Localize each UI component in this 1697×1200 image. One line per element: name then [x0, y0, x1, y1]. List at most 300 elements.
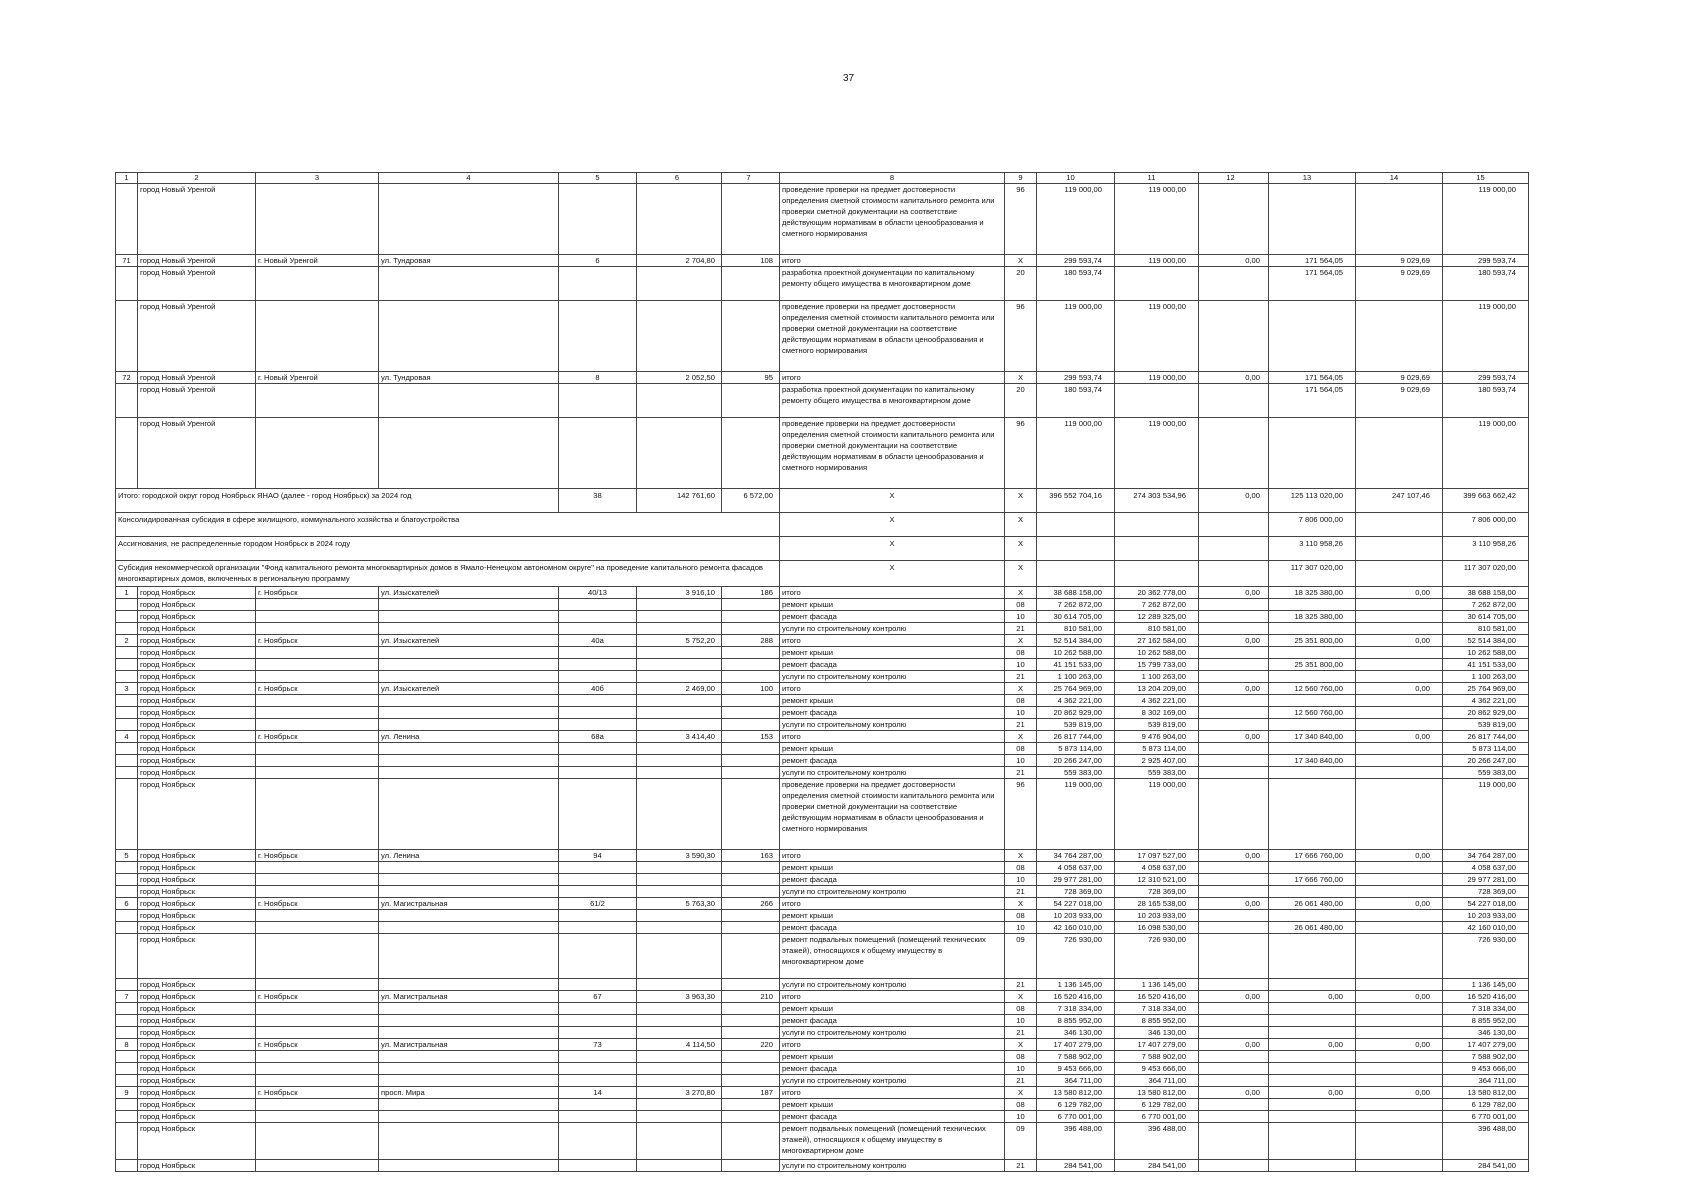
table-cell: 187: [722, 1087, 780, 1099]
table-cell: [1356, 910, 1443, 922]
table-cell: 726 930,00: [1443, 934, 1529, 979]
table-cell: город Ноябрьск: [138, 1063, 256, 1075]
table-cell: 9 029,69: [1356, 255, 1443, 267]
table-cell: [722, 623, 780, 635]
table-cell: 0,00: [1199, 850, 1269, 862]
table-row: [116, 635, 1529, 647]
table-cell: город Новый Уренгой: [138, 418, 256, 489]
table-cell: 26 817 744,00: [1037, 731, 1115, 743]
table-cell: [1269, 979, 1356, 991]
table-row: [116, 1087, 1529, 1099]
column-number: 9: [1005, 173, 1037, 184]
table-cell: 346 130,00: [1115, 1027, 1199, 1039]
table-cell: 7 262 872,00: [1443, 599, 1529, 611]
table-cell: [722, 1003, 780, 1015]
table-cell: [1356, 707, 1443, 719]
table-cell: [559, 719, 637, 731]
table-cell: [559, 671, 637, 683]
table-cell: [1269, 1015, 1356, 1027]
table-cell: г. Ноябрьск: [256, 898, 379, 910]
table-cell: 21: [1005, 623, 1037, 635]
table-cell: город Ноябрьск: [138, 1099, 256, 1111]
table-cell: 10: [1005, 659, 1037, 671]
table-cell: [1269, 301, 1356, 372]
table-cell: [379, 301, 559, 372]
table-cell: [1356, 862, 1443, 874]
table-cell: [1269, 1111, 1356, 1123]
table-cell: [1199, 1111, 1269, 1123]
table-cell: [637, 779, 722, 850]
table-cell: 9 029,69: [1356, 372, 1443, 384]
table-cell: 13 204 209,00: [1115, 683, 1199, 695]
table-cell: [559, 1003, 637, 1015]
table-cell: [256, 1003, 379, 1015]
table-cell: [256, 979, 379, 991]
table-cell: город Ноябрьск: [138, 743, 256, 755]
table-cell: [722, 1075, 780, 1087]
table-cell: итого: [780, 1039, 1005, 1051]
table-cell: 1 100 263,00: [1037, 671, 1115, 683]
table-cell: [116, 1123, 138, 1160]
table-cell: [1199, 671, 1269, 683]
table-cell: 0,00: [1356, 731, 1443, 743]
table-cell: [722, 1123, 780, 1160]
table-cell: итого: [780, 683, 1005, 695]
table-cell: [1356, 1003, 1443, 1015]
table-cell: [379, 743, 559, 755]
table-cell: 34 764 287,00: [1443, 850, 1529, 862]
table-cell: ремонт крыши: [780, 862, 1005, 874]
summary-row: [116, 513, 1529, 537]
table-cell: 6 129 782,00: [1115, 1099, 1199, 1111]
table-cell: 94: [559, 850, 637, 862]
table-row: [116, 767, 1529, 779]
table-cell: [1199, 561, 1269, 587]
table-cell: [722, 886, 780, 898]
table-cell: 119 000,00: [1115, 301, 1199, 372]
table-cell: 4 058 637,00: [1037, 862, 1115, 874]
table-cell: [256, 659, 379, 671]
table-cell: город Ноябрьск: [138, 683, 256, 695]
table-cell: [1269, 1160, 1356, 1172]
table-cell: [379, 862, 559, 874]
table-cell: 21: [1005, 1160, 1037, 1172]
table-cell: [256, 934, 379, 979]
table-cell: [116, 862, 138, 874]
table-cell: 1 136 145,00: [1037, 979, 1115, 991]
table-cell: [379, 1099, 559, 1111]
table-cell: [722, 647, 780, 659]
table-cell: просп. Мира: [379, 1087, 559, 1099]
table-cell: 559 383,00: [1443, 767, 1529, 779]
table-cell: [1356, 659, 1443, 671]
table-cell: [379, 767, 559, 779]
table-cell: город Новый Уренгой: [138, 384, 256, 418]
table-cell: 180 593,74: [1443, 267, 1529, 301]
table-cell: [722, 1027, 780, 1039]
table-cell: 08: [1005, 1003, 1037, 1015]
table-cell: 17 340 840,00: [1269, 731, 1356, 743]
table-cell: 119 000,00: [1115, 372, 1199, 384]
table-cell: [722, 874, 780, 886]
table-cell: [379, 755, 559, 767]
table-cell: город Ноябрьск: [138, 922, 256, 934]
table-cell: [379, 779, 559, 850]
table-cell: 25 764 969,00: [1037, 683, 1115, 695]
table-cell: 08: [1005, 599, 1037, 611]
table-cell: 71: [116, 255, 138, 267]
table-cell: город Новый Уренгой: [138, 267, 256, 301]
table-cell: [116, 418, 138, 489]
table-row: [116, 611, 1529, 623]
column-number: 3: [256, 173, 379, 184]
table-cell: город Ноябрьск: [138, 599, 256, 611]
table-cell: 0,00: [1199, 372, 1269, 384]
table-cell: [1269, 910, 1356, 922]
table-cell: [1199, 755, 1269, 767]
table-cell: [256, 623, 379, 635]
table-cell: [637, 695, 722, 707]
table-row: [116, 1123, 1529, 1160]
table-cell: ремонт фасада: [780, 922, 1005, 934]
table-cell: [1115, 267, 1199, 301]
table-cell: услуги по строительному контролю: [780, 671, 1005, 683]
column-number: 15: [1443, 173, 1529, 184]
table-cell: [1356, 779, 1443, 850]
table-cell: г. Ноябрьск: [256, 850, 379, 862]
table-cell: [379, 418, 559, 489]
table-cell: разработка проектной документации по капитальному ремонту общего имущества в многоквартирном доме: [780, 384, 1005, 418]
table-cell: 13 580 812,00: [1037, 1087, 1115, 1099]
table-cell: 3 963,30: [637, 991, 722, 1003]
table-cell: [379, 671, 559, 683]
table-cell: услуги по строительному контролю: [780, 767, 1005, 779]
table-cell: город Новый Уренгой: [138, 255, 256, 267]
table-cell: [1269, 779, 1356, 850]
table-cell: [1269, 623, 1356, 635]
table-cell: [1037, 537, 1115, 561]
table-cell: 186: [722, 587, 780, 599]
table-cell: 180 593,74: [1443, 384, 1529, 418]
table-cell: город Ноябрьск: [138, 1075, 256, 1087]
table-row: [116, 184, 1529, 255]
table-cell: [1199, 922, 1269, 934]
table-cell: 2 052,50: [637, 372, 722, 384]
column-number: 12: [1199, 173, 1269, 184]
table-cell: [256, 743, 379, 755]
table-cell: 1 136 145,00: [1115, 979, 1199, 991]
table-cell: [637, 647, 722, 659]
table-cell: 09: [1005, 934, 1037, 979]
table-cell: [116, 874, 138, 886]
table-cell: 7 262 872,00: [1115, 599, 1199, 611]
table-cell: ул. Тундровая: [379, 255, 559, 267]
table-cell: [379, 979, 559, 991]
table-cell: 3 414,40: [637, 731, 722, 743]
table-cell: город Новый Уренгой: [138, 372, 256, 384]
table-cell: [1037, 561, 1115, 587]
table-cell: [116, 611, 138, 623]
table-cell: [1356, 979, 1443, 991]
table-cell: [1356, 647, 1443, 659]
table-cell: услуги по строительному контролю: [780, 979, 1005, 991]
table-cell: [1356, 767, 1443, 779]
table-cell: [1269, 1099, 1356, 1111]
table-cell: город Ноябрьск: [138, 934, 256, 979]
table-cell: город Ноябрьск: [138, 1051, 256, 1063]
table-cell: 171 564,05: [1269, 372, 1356, 384]
table-cell: 67: [559, 991, 637, 1003]
table-cell: [1037, 513, 1115, 537]
table-cell: 08: [1005, 647, 1037, 659]
table-cell: ремонт крыши: [780, 599, 1005, 611]
table-cell: [116, 719, 138, 731]
table-cell: город Ноябрьск: [138, 1123, 256, 1160]
table-cell: 7 806 000,00: [1443, 513, 1529, 537]
table-cell: город Ноябрьск: [138, 898, 256, 910]
table-cell: [637, 1003, 722, 1015]
table-cell: 119 000,00: [1443, 184, 1529, 255]
table-cell: [637, 267, 722, 301]
table-cell: [1356, 1111, 1443, 1123]
table-cell: 171 564,05: [1269, 267, 1356, 301]
table-cell: [559, 886, 637, 898]
table-cell: город Ноябрьск: [138, 587, 256, 599]
table-cell: [1356, 743, 1443, 755]
table-cell: [256, 922, 379, 934]
table-cell: [722, 301, 780, 372]
table-cell: 0,00: [1356, 898, 1443, 910]
table-cell: [379, 1027, 559, 1039]
table-cell: услуги по строительному контролю: [780, 1027, 1005, 1039]
table-cell: [116, 1111, 138, 1123]
table-cell: [1199, 537, 1269, 561]
column-number: 6: [637, 173, 722, 184]
table-cell: [1356, 599, 1443, 611]
table-row: [116, 599, 1529, 611]
table-cell: [116, 623, 138, 635]
table-cell: город Ноябрьск: [138, 647, 256, 659]
table-cell: [116, 647, 138, 659]
table-cell: 08: [1005, 1051, 1037, 1063]
table-cell: [722, 979, 780, 991]
table-cell: [637, 1063, 722, 1075]
table-cell: [559, 707, 637, 719]
table-cell: ремонт фасада: [780, 659, 1005, 671]
table-cell: [559, 1063, 637, 1075]
table-cell: 726 930,00: [1037, 934, 1115, 979]
table-cell: [1356, 513, 1443, 537]
table-cell: 26 061 480,00: [1269, 898, 1356, 910]
table-cell: [1356, 1123, 1443, 1160]
table-cell: [559, 659, 637, 671]
table-cell: 396 488,00: [1115, 1123, 1199, 1160]
table-cell: ремонт подвальных помещений (помещений технических этажей), относящихся к общему имуществу в многоквартирном доме: [780, 934, 1005, 979]
table-cell: 95: [722, 372, 780, 384]
table-cell: 210: [722, 991, 780, 1003]
table-row: [116, 623, 1529, 635]
table-cell: 3 590,30: [637, 850, 722, 862]
table-cell: [1356, 184, 1443, 255]
table-cell: [1356, 1015, 1443, 1027]
table-cell: 10: [1005, 1111, 1037, 1123]
table-cell: 6: [559, 255, 637, 267]
table-cell: ремонт крыши: [780, 695, 1005, 707]
table-cell: 0,00: [1199, 489, 1269, 513]
table-cell: [637, 743, 722, 755]
table-cell: 4 362 221,00: [1037, 695, 1115, 707]
table-cell: [256, 1111, 379, 1123]
summary-row: [116, 561, 1529, 587]
table-cell: [722, 1015, 780, 1027]
table-cell: 0,00: [1199, 683, 1269, 695]
table-row: [116, 1039, 1529, 1051]
table-cell: 299 593,74: [1037, 255, 1115, 267]
table-cell: [1199, 719, 1269, 731]
table-cell: X: [1005, 372, 1037, 384]
table-row: [116, 719, 1529, 731]
table-cell: 180 593,74: [1037, 384, 1115, 418]
table-cell: [637, 707, 722, 719]
table-cell: 119 000,00: [1443, 779, 1529, 850]
table-cell: [559, 934, 637, 979]
table-cell: 8: [116, 1039, 138, 1051]
table-cell: 0,00: [1356, 991, 1443, 1003]
table-row: [116, 779, 1529, 850]
table-cell: 142 761,60: [637, 489, 722, 513]
table-row: [116, 850, 1529, 862]
table-cell: [256, 611, 379, 623]
table-cell: 171 564,05: [1269, 384, 1356, 418]
summary-label: Субсидия некоммерческой организации "Фонд капитального ремонта многоквартирных домов в Ямало-Ненецком автономном округе" на проведение капитального ремонта фасадов многоквартирных домов, включенных в региональную программу: [116, 561, 780, 587]
table-cell: проведение проверки на предмет достоверности определения сметной стоимости капитального ремонта или проверки сметной документации на соответствие действующим нормативам в области ценообразования и сметного нормирования: [780, 418, 1005, 489]
table-cell: [256, 671, 379, 683]
table-cell: итого: [780, 255, 1005, 267]
table-cell: [256, 184, 379, 255]
table-cell: X: [1005, 489, 1037, 513]
table-cell: ул. Ленина: [379, 850, 559, 862]
table-cell: [1356, 1063, 1443, 1075]
table-cell: [1199, 1123, 1269, 1160]
table-cell: X: [780, 537, 1005, 561]
table-cell: 40б: [559, 683, 637, 695]
table-cell: 16 098 530,00: [1115, 922, 1199, 934]
table-row: [116, 683, 1529, 695]
table-cell: 12 560 760,00: [1269, 683, 1356, 695]
table-cell: 10: [1005, 755, 1037, 767]
table-cell: 119 000,00: [1115, 255, 1199, 267]
table-cell: 6 572,00: [722, 489, 780, 513]
table-cell: 4 362 221,00: [1443, 695, 1529, 707]
table-cell: 5 763,30: [637, 898, 722, 910]
table-cell: г. Ноябрьск: [256, 1087, 379, 1099]
table-cell: [1356, 1099, 1443, 1111]
summary-row: [116, 537, 1529, 561]
table-cell: ремонт фасада: [780, 1015, 1005, 1027]
table-cell: 10: [1005, 611, 1037, 623]
table-cell: [116, 922, 138, 934]
table-cell: [637, 184, 722, 255]
table-cell: 2: [116, 635, 138, 647]
table-cell: 0,00: [1269, 1039, 1356, 1051]
table-cell: 0,00: [1356, 1039, 1443, 1051]
table-cell: [256, 1051, 379, 1063]
table-cell: [1199, 418, 1269, 489]
table-cell: 180 593,74: [1037, 267, 1115, 301]
table-cell: 0,00: [1356, 1087, 1443, 1099]
column-number: 11: [1115, 173, 1199, 184]
table-cell: 7 588 902,00: [1443, 1051, 1529, 1063]
table-cell: 21: [1005, 979, 1037, 991]
table-cell: 7 588 902,00: [1115, 1051, 1199, 1063]
total-label: Итого: городской округ город Ноябрьск ЯНАО (далее - город Ноябрьск) за 2024 год: [116, 489, 559, 513]
table-cell: город Ноябрьск: [138, 731, 256, 743]
table-cell: [1199, 1003, 1269, 1015]
table-cell: 9 029,69: [1356, 384, 1443, 418]
table-row: [116, 1003, 1529, 1015]
table-cell: 27 162 584,00: [1115, 635, 1199, 647]
table-cell: ремонт крыши: [780, 1003, 1005, 1015]
table-cell: [722, 384, 780, 418]
table-cell: X: [1005, 850, 1037, 862]
summary-label: Ассигнования, не распределенные городом Ноябрьск в 2024 году: [116, 537, 780, 561]
table-cell: [1199, 1099, 1269, 1111]
table-cell: итого: [780, 991, 1005, 1003]
table-cell: [1199, 707, 1269, 719]
table-cell: [379, 910, 559, 922]
table-cell: [116, 1003, 138, 1015]
table-cell: [116, 1027, 138, 1039]
table-cell: ремонт фасада: [780, 755, 1005, 767]
table-cell: проведение проверки на предмет достоверности определения сметной стоимости капитального ремонта или проверки сметной документации на соответствие действующим нормативам в области ценообразования и сметного нормирования: [780, 779, 1005, 850]
table-cell: [722, 1099, 780, 1111]
table-cell: [722, 418, 780, 489]
table-cell: 346 130,00: [1443, 1027, 1529, 1039]
table-cell: [1199, 979, 1269, 991]
table-cell: [722, 599, 780, 611]
table-cell: 96: [1005, 418, 1037, 489]
table-cell: 15 799 733,00: [1115, 659, 1199, 671]
table-cell: ул. Тундровая: [379, 372, 559, 384]
table-cell: [1356, 1027, 1443, 1039]
table-cell: [379, 611, 559, 623]
header-row: [116, 173, 1529, 184]
table-cell: [722, 910, 780, 922]
table-cell: 12 310 521,00: [1115, 874, 1199, 886]
column-number: 10: [1037, 173, 1115, 184]
table-cell: город Ноябрьск: [138, 719, 256, 731]
table-cell: [1356, 671, 1443, 683]
table-cell: [559, 1015, 637, 1027]
table-cell: 9 453 666,00: [1443, 1063, 1529, 1075]
table-cell: [1269, 719, 1356, 731]
table-cell: 10 203 933,00: [1037, 910, 1115, 922]
table-cell: [637, 874, 722, 886]
table-cell: 274 303 534,96: [1115, 489, 1199, 513]
table-cell: ул. Магистральная: [379, 1039, 559, 1051]
table-row: [116, 1075, 1529, 1087]
table-cell: итого: [780, 587, 1005, 599]
table-cell: услуги по строительному контролю: [780, 886, 1005, 898]
table-cell: [722, 707, 780, 719]
table-cell: 9: [116, 1087, 138, 1099]
table-cell: ремонт крыши: [780, 1099, 1005, 1111]
table-cell: [116, 695, 138, 707]
table-cell: [637, 862, 722, 874]
table-cell: 52 514 384,00: [1443, 635, 1529, 647]
table-cell: X: [1005, 1039, 1037, 1051]
table-cell: 21: [1005, 1027, 1037, 1039]
